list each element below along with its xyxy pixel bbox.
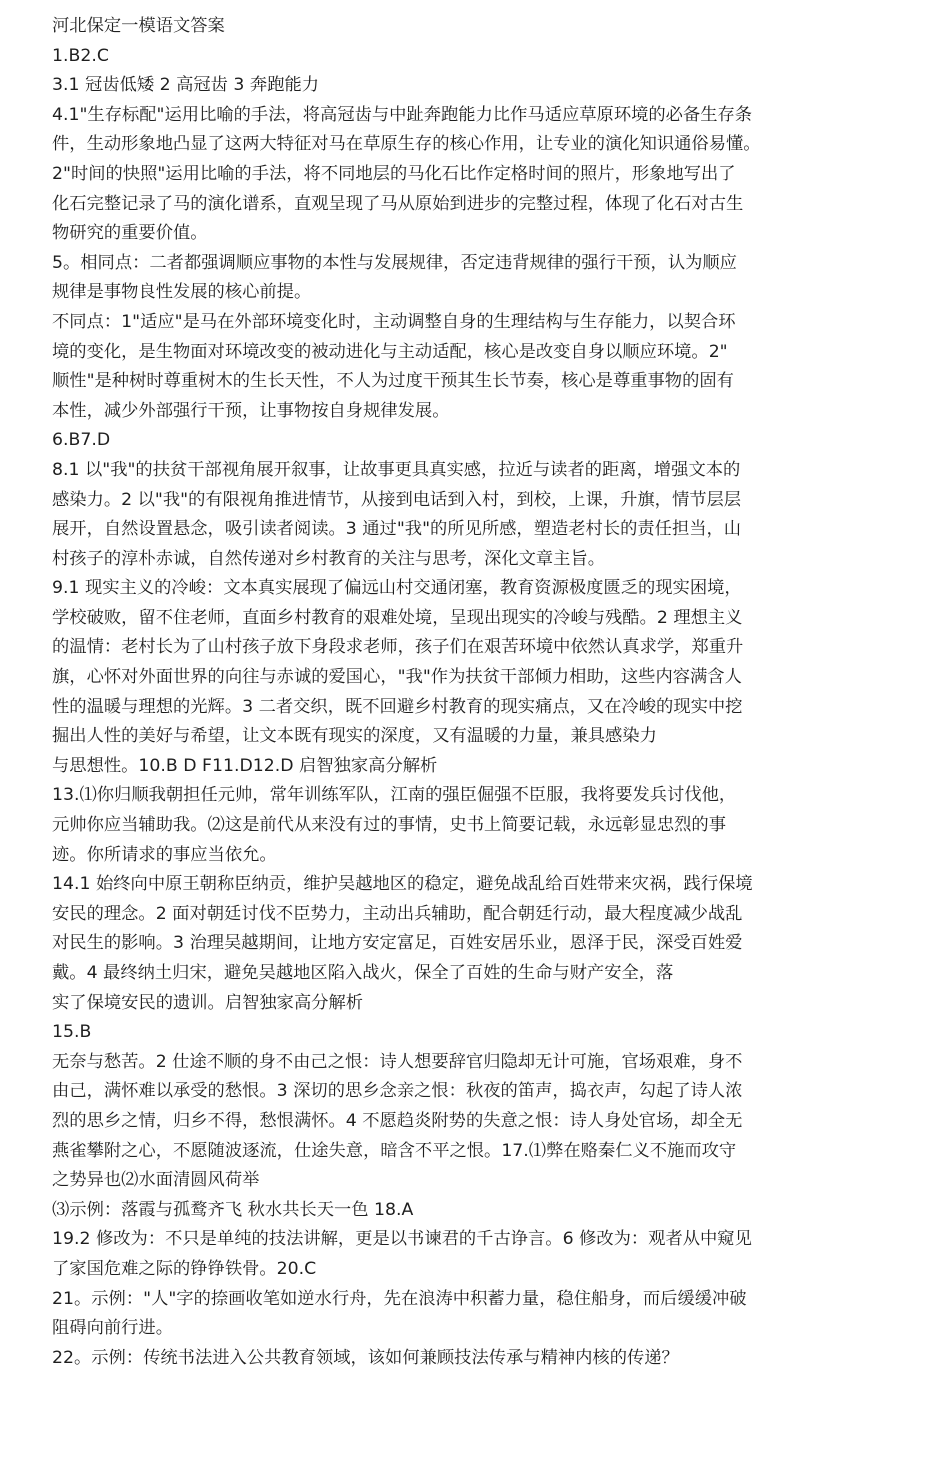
text-line: ⑶示例：落霞与孤鹜齐飞 秋水共长天一色 18.A [52,1199,414,1220]
text-line: 了家国危难之际的铮铮铁骨。20.C [52,1258,317,1279]
text-line: 8.1 以"我"的扶贫干部视角展开叙事，让故事更具真实感，拉近与读者的距离，增强文本的 [52,459,741,480]
text-line: 阻碍向前行进。 [52,1318,173,1339]
text-line: 2"时间的快照"运用比喻的手法，将不同地层的马化石比作定格时间的照片，形象地写出了 [52,163,736,184]
text-line: 14.1 始终向中原王朝称臣纳贡，维护吴越地区的稳定，避免战乱给百姓带来灾祸，践行保境 [52,874,753,895]
text-line: 15.B [52,1022,92,1043]
text-line: 19.2 修改为：不只是单纯的技法讲解，更是以书谏君的千古诤言。6 修改为：观者从中窥见 [52,1229,752,1250]
text-line: 3.1 冠齿低矮 2 高冠齿 3 奔跑能力 [52,75,320,96]
text-line: 之势异也⑵水面清圆风荷举 [52,1170,260,1191]
text-line: 件，生动形象地凸显了这两大特征对马在草原生存的核心作用，让专业的演化知识通俗易懂。 [52,134,761,155]
text-line: 4.1"生存标配"运用比喻的手法，将高冠齿与中趾奔跑能力比作马适应草原环境的必备生存条 [52,104,753,125]
text-line: 元帅你应当辅助我。⑵这是前代从来没有过的事情，史书上简要记载，永远彰显忠烈的事 [52,815,726,836]
text-line: 9.1 现实主义的冷峻：文本真实展现了偏远山村交通闭塞，教育资源极度匮乏的现实困境， [52,578,742,599]
text-line: 与思想性。10.B D F11.D12.D 启智独家高分解析 [52,755,438,776]
text-line: 无奈与愁苦。2 仕途不顺的身不由己之恨：诗人想要辞官归隐却无计可施，官场艰难，身不 [52,1051,743,1072]
text-line: 1.B2.C [52,45,109,66]
text-line [52,1373,892,1403]
text-line: 不同点：1"适应"是马在外部环境变化时，主动调整自身的生理结构与生存能力，以契合环 [52,311,736,332]
text-line: 的温情：老村长为了山村孩子放下身段求老师，孩子们在艰苦环境中依然认真求学，郑重升 [52,637,744,658]
text-line: 由己，满怀难以承受的愁恨。3 深切的思乡念亲之恨：秋夜的笛声，捣衣声，勾起了诗人浓 [52,1081,743,1102]
text-line: 旗，心怀对外面世界的向往与赤诚的爱国心，"我"作为扶贫干部倾力相助，这些内容满含人 [52,667,742,688]
text-line: 规律是事物良性发展的核心前提。 [52,282,312,303]
document-title: 河北保定一模语文答案 [52,16,225,36]
text-line: 22。示例：传统书法进入公共教育领域，该如何兼顾技法传承与精神内核的传递？ [52,1347,679,1368]
text-line: 感染力。2 以"我"的有限视角推进情节，从接到电话到入村，到校，上课，升旗，情节层层 [52,489,742,510]
text-line: 本性，减少外部强行干预，让事物按自身规律发展。 [52,400,450,421]
text-line: 学校破败，留不住老师，直面乡村教育的艰难处境，呈现出现实的冷峻与残酷。2 理想主义 [52,607,743,628]
text-line: 安民的理念。2 面对朝廷讨伐不臣势力，主动出兵辅助，配合朝廷行动，最大程度减少战乱 [52,903,743,924]
text-line: 展开，自然设置悬念，吸引读者阅读。3 通过"我"的所见所感，塑造老村长的责任担当，山 [52,519,742,540]
text-line: 燕雀攀附之心，不愿随波逐流，仕途失意，暗含不平之恨。17.⑴弊在赂秦仁义不施而攻守 [52,1140,737,1161]
text-line: 实了保境安民的遗训。启智独家高分解析 [52,992,364,1013]
text-line: 烈的思乡之情，归乡不得，愁恨满怀。4 不愿趋炎附势的失意之恨：诗人身处官场，却全无 [52,1110,743,1131]
text-line: 村孩子的淳朴赤诚，自然传递对乡村教育的关注与思考，深化文章主旨。 [52,548,606,569]
answer-document [52,12,892,1403]
text-line: 对民生的影响。3 治理吴越期间，让地方安定富足，百姓安居乐业，恩泽于民，深受百姓爱 [52,933,743,954]
text-line: 掘出人性的美好与希望，让文本既有现实的深度，又有温暖的力量，兼具感染力 [52,726,657,747]
text-line: 6.B7.D [52,430,111,451]
text-line: 迹。你所请求的事应当依允。 [52,844,277,865]
text-line: 戴。4 最终纳土归宋，避免吴越地区陷入战火，保全了百姓的生命与财产安全，落 [52,963,674,983]
text-line: 境的变化，是生物面对环境改变的被动进化与主动适配，核心是改变自身以顺应环境。2" [52,341,728,362]
text-line: 化石完整记录了马的演化谱系，直观呈现了马从原始到进步的完整过程，体现了化石对古生 [52,193,744,214]
text-line: 顺性"是种树时尊重树木的生长天性，不人为过度干预其生长节奏，核心是尊重事物的固有 [52,371,734,392]
text-line: 5。相同点：二者都强调顺应事物的本性与发展规律，否定违背规律的强行干预，认为顺应 [52,252,737,273]
text-line: 性的温暖与理想的光辉。3 二者交织，既不回避乡村教育的现实痛点，又在冷峻的现实中挖 [52,696,743,717]
text-line: 21。示例："人"字的捺画收笔如逆水行舟，先在浪涛中积蓄力量，稳住船身，而后缓缓冲破 [52,1288,747,1309]
text-line: 物研究的重要价值。 [52,223,208,244]
text-line: 13.⑴你归顺我朝担任元帅，常年训练军队，江南的强臣倔强不臣服，我将要发兵讨伐他， [52,785,737,806]
